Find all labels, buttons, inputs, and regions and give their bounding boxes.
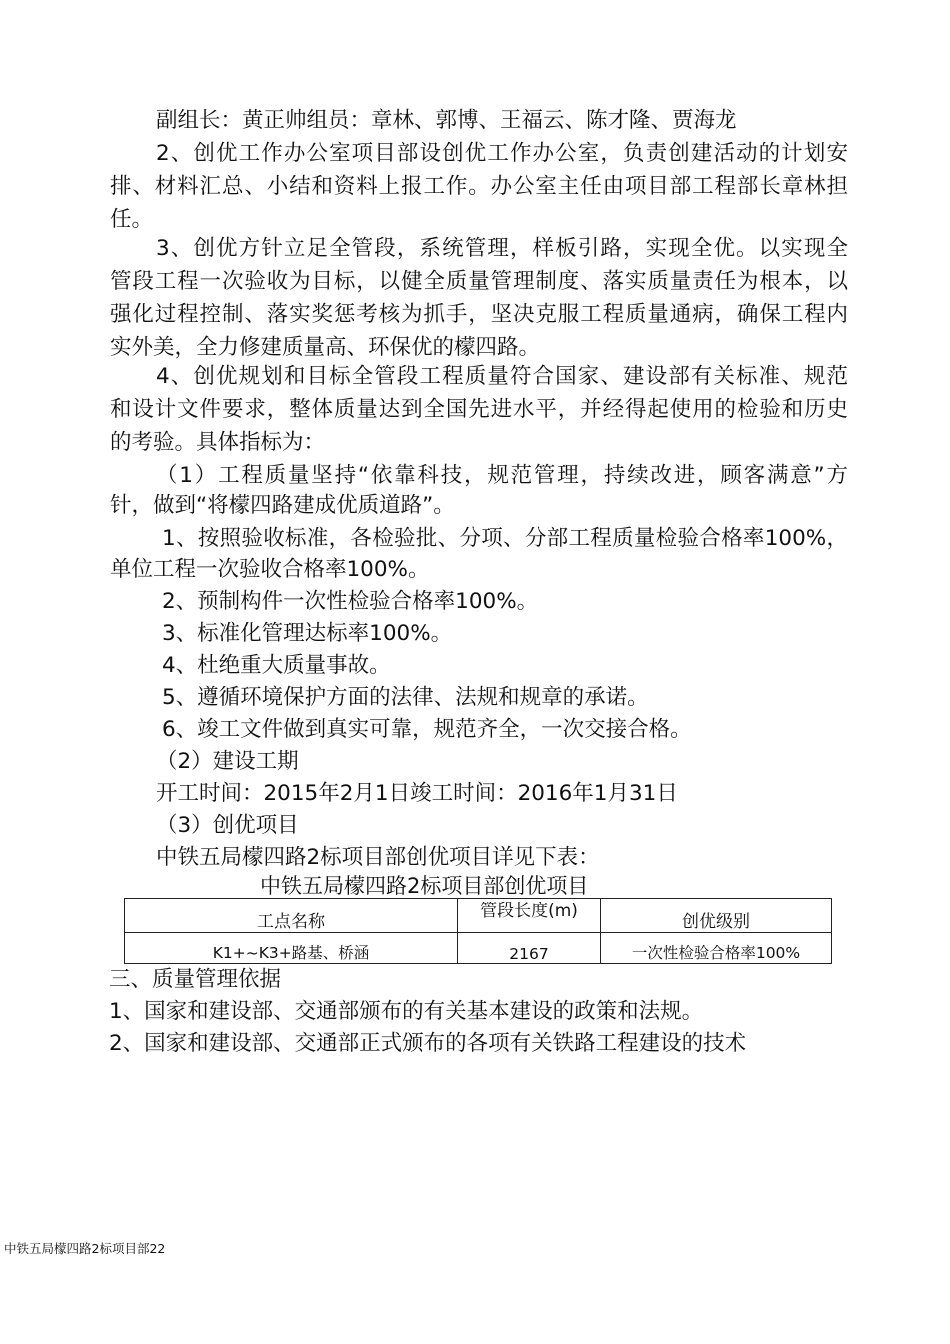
paragraph-line: 5、遵循环境保护方面的法律、法规和规章的承诺。 — [162, 685, 649, 710]
section-heading: 三、质量管理依据 — [109, 967, 282, 992]
paragraph-line: 中铁五局檬四路2标项目部创优项目详见下表： — [156, 845, 600, 870]
table-header-row — [125, 899, 832, 933]
paragraph-line: 2、国家和建设部、交通部正式颁布的各项有关铁路工程建设的技术 — [109, 1031, 747, 1056]
paragraph-line: 实外美，全力修建质量高、环保优的檬四路。 — [110, 335, 541, 360]
table-caption: 中铁五局檬四路2标项目部创优项目 — [260, 874, 589, 898]
paragraph-line: 单位工程一次验收合格率100%。 — [110, 557, 430, 582]
paragraph-line: 4、杜绝重大质量事故。 — [162, 653, 391, 678]
paragraph-line: 1、国家和建设部、交通部颁布的有关基本建设的政策和法规。 — [109, 999, 704, 1024]
paragraph-line: 3、创优方针立足全管段，系统管理，样板引路，实现全优。以实现全 — [156, 236, 848, 261]
table-cell: 一次性检验合格率100% — [601, 933, 832, 964]
paragraph-line: 开工时间：2015年2月1日竣工时间：2016年1月31日 — [156, 781, 678, 806]
table-header-cell — [458, 899, 601, 933]
paragraph-line: 任。 — [110, 207, 154, 232]
table-header-cell: 创优级别 — [601, 899, 832, 933]
paragraph-line: 强化过程控制、落实奖惩考核为抓手，坚决克服工程质量通病，确保工程内 — [110, 302, 848, 327]
paragraph-line: 的考验。具体指标为： — [110, 430, 326, 455]
table-header-cell: 工点名称 — [125, 899, 458, 933]
paragraph-line: 6、竣工文件做到真实可靠，规范齐全，一次交接合格。 — [162, 717, 692, 742]
table-cell: K1+~K3+路基、桥涵 — [125, 933, 458, 964]
paragraph-line: 管段工程一次验收为目标，以健全质量管理制度、落实质量责任为根本，以 — [110, 269, 848, 294]
paragraph-line: 2、创优工作办公室项目部设创优工作办公室，负责创建活动的计划安 — [156, 141, 848, 166]
table-row — [125, 933, 832, 964]
table-header-cell-text: 管段长度(m) — [480, 902, 578, 921]
page-footer: 中铁五局檬四路2标项目部22 — [4, 1241, 166, 1256]
paragraph-line: （1）工程质量坚持“依靠科技，规范管理，持续改进，顾客满意”方 — [156, 463, 848, 488]
paragraph-line: 3、标准化管理达标率100%。 — [162, 621, 453, 646]
project-table — [124, 898, 832, 964]
table-cell: 2167 — [458, 933, 601, 964]
paragraph-line: 2、预制构件一次性检验合格率100%。 — [162, 589, 539, 614]
paragraph-line: （2）建设工期 — [156, 749, 299, 774]
paragraph-line: 针，做到“将檬四路建成优质道路”。 — [110, 493, 455, 518]
paragraph-line: 1、按照验收标准，各检验批、分项、分部工程质量检验合格率100%， — [162, 526, 848, 551]
paragraph-line: 和设计文件要求，整体质量达到全国先进水平，并经得起使用的检验和历史 — [110, 397, 848, 422]
paragraph-line: 4、创优规划和目标全管段工程质量符合国家、建设部有关标准、规范 — [156, 364, 848, 389]
paragraph-line: 排、材料汇总、小结和资料上报工作。办公室主任由项目部工程部长章林担 — [110, 174, 848, 199]
paragraph-line: 副组长：黄正帅组员：章林、郭博、王福云、陈才隆、贾海龙 — [156, 108, 737, 133]
paragraph-line: （3）创优项目 — [156, 813, 299, 838]
